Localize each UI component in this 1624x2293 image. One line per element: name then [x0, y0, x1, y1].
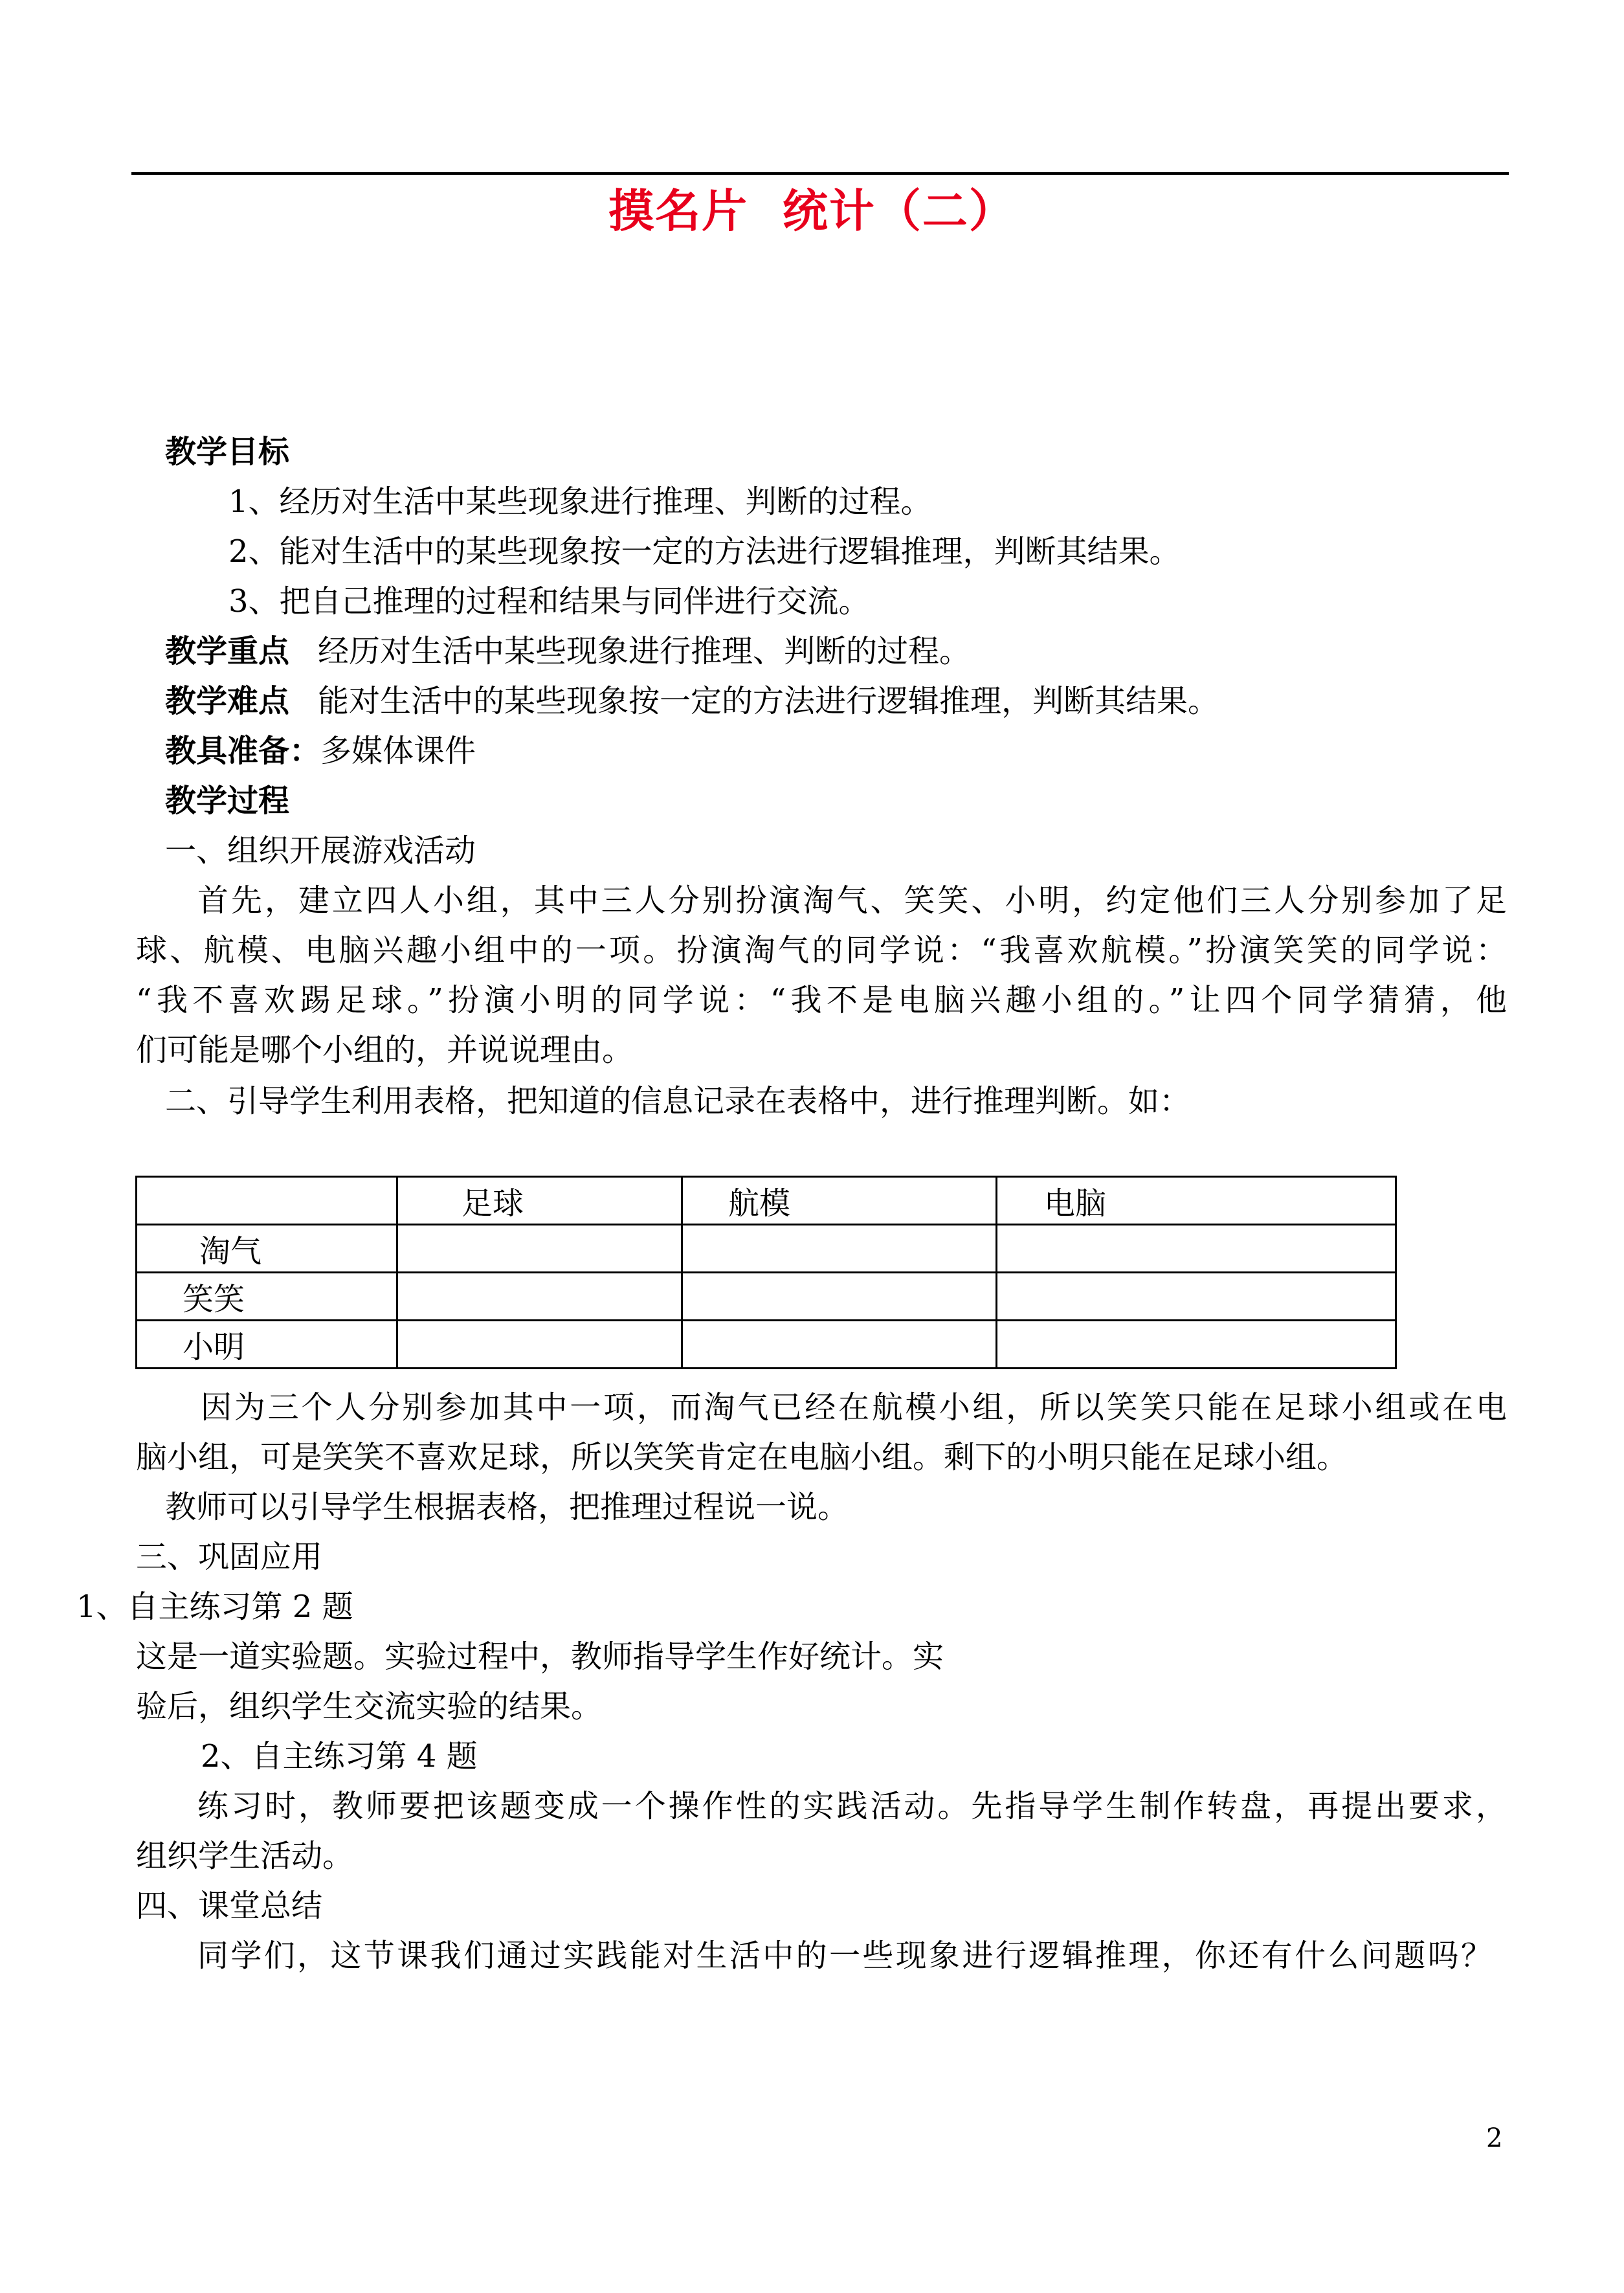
page-title: 摸名片 统计（二） — [608, 184, 1016, 238]
materials-label: 教具准备： — [165, 733, 321, 769]
key-point-label: 教学重点 — [165, 633, 290, 669]
section2-title: 二、引导学生利用表格，把知道的信息记录在表格中，进行推理判断。如： — [165, 1083, 1191, 1119]
objective-item-1: 1、经历对生活中某些现象进行推理、判断的过程。 — [228, 484, 932, 520]
objective-item-2: 2、能对生活中的某些现象按一定的方法进行逻辑推理，判断其结果。 — [228, 533, 1181, 570]
table-row — [137, 1225, 1396, 1273]
section3-item1-title: 1、自主练习第 2 题 — [76, 1589, 353, 1625]
table-header-cell: 足球 — [397, 1177, 682, 1225]
table-cell — [397, 1321, 682, 1369]
objectives-heading: 教学目标 — [165, 434, 290, 470]
section3-item1-line-2: 验后，组织学生交流实验的结果。 — [136, 1688, 603, 1725]
page-number: 2 — [1486, 2123, 1503, 2153]
section4-title: 四、课堂总结 — [136, 1888, 323, 1924]
table-header-cell: 航模 — [682, 1177, 997, 1225]
table-cell — [682, 1225, 997, 1273]
key-point-text: 经历对生活中某些现象进行推理、判断的过程。 — [318, 633, 971, 669]
table-header-cell: 电脑 — [997, 1177, 1396, 1225]
table-row-label: 淘气 — [137, 1225, 397, 1273]
table-header-row — [137, 1177, 1396, 1225]
materials-text: 多媒体课件 — [320, 733, 476, 769]
section1-line-3: “我不喜欢踢足球。”扮演小明的同学说：“我不是电脑兴趣小组的。”让四个同学猜猜，他 — [136, 982, 1507, 1018]
table-cell — [997, 1273, 1396, 1321]
difficulty-label: 教学难点 — [165, 683, 290, 719]
section1-line-4: 们可能是哪个小组的，并说说理由。 — [136, 1032, 634, 1068]
difficulty-row — [165, 682, 1219, 721]
section3-item2-title: 2、自主练习第 4 题 — [201, 1738, 478, 1774]
table-cell — [682, 1321, 997, 1369]
table-row — [137, 1321, 1396, 1369]
section1-line-2: 球、航模、电脑兴趣小组中的一项。扮演淘气的同学说：“我喜欢航模。”扮演笑笑的同学说： — [136, 932, 1507, 968]
section3-item2-line-2: 组织学生活动。 — [136, 1838, 354, 1874]
process-heading: 教学过程 — [165, 783, 290, 819]
section1-title: 一、组织开展游戏活动 — [165, 833, 476, 869]
section2-after-line-2: 脑小组，可是笑笑不喜欢足球，所以笑笑肯定在电脑小组。剩下的小明只能在足球小组。 — [136, 1439, 1348, 1475]
reasoning-table — [135, 1176, 1397, 1369]
table-cell — [397, 1273, 682, 1321]
difficulty-text: 能对生活中的某些现象按一定的方法进行逻辑推理，判断其结果。 — [318, 683, 1219, 719]
section3-title: 三、巩固应用 — [136, 1539, 323, 1575]
section3-item2-line-1: 练习时，教师要把该题变成一个操作性的实践活动。先指导学生制作转盘，再提出要求， — [197, 1788, 1507, 1824]
objective-item-3: 3、把自己推理的过程和结果与同伴进行交流。 — [228, 583, 870, 620]
table-row-label: 小明 — [137, 1321, 397, 1369]
table-cell — [997, 1225, 1396, 1273]
section1-line-1: 首先，建立四人小组，其中三人分别扮演淘气、笑笑、小明，约定他们三人分别参加了足 — [197, 882, 1507, 919]
key-point-row — [165, 632, 970, 671]
table-header-cell-corner — [137, 1177, 397, 1225]
section3-item1-line-1: 这是一道实验题。实验过程中，教师指导学生作好统计。实 — [136, 1639, 944, 1675]
section2-after-line-3: 教师可以引导学生根据表格，把推理过程说一说。 — [165, 1489, 849, 1525]
table-cell — [997, 1321, 1396, 1369]
table-cell — [397, 1225, 682, 1273]
materials-row — [165, 732, 476, 770]
section4-text: 同学们，这节课我们通过实践能对生活中的一些现象进行逻辑推理，你还有什么问题吗？ — [197, 1938, 1492, 1974]
table-row — [137, 1273, 1396, 1321]
section2-after-line-1: 因为三个人分别参加其中一项，而淘气已经在航模小组，所以笑笑只能在足球小组或在电 — [201, 1389, 1507, 1426]
table-cell — [682, 1273, 997, 1321]
table-row-label: 笑笑 — [137, 1273, 397, 1321]
